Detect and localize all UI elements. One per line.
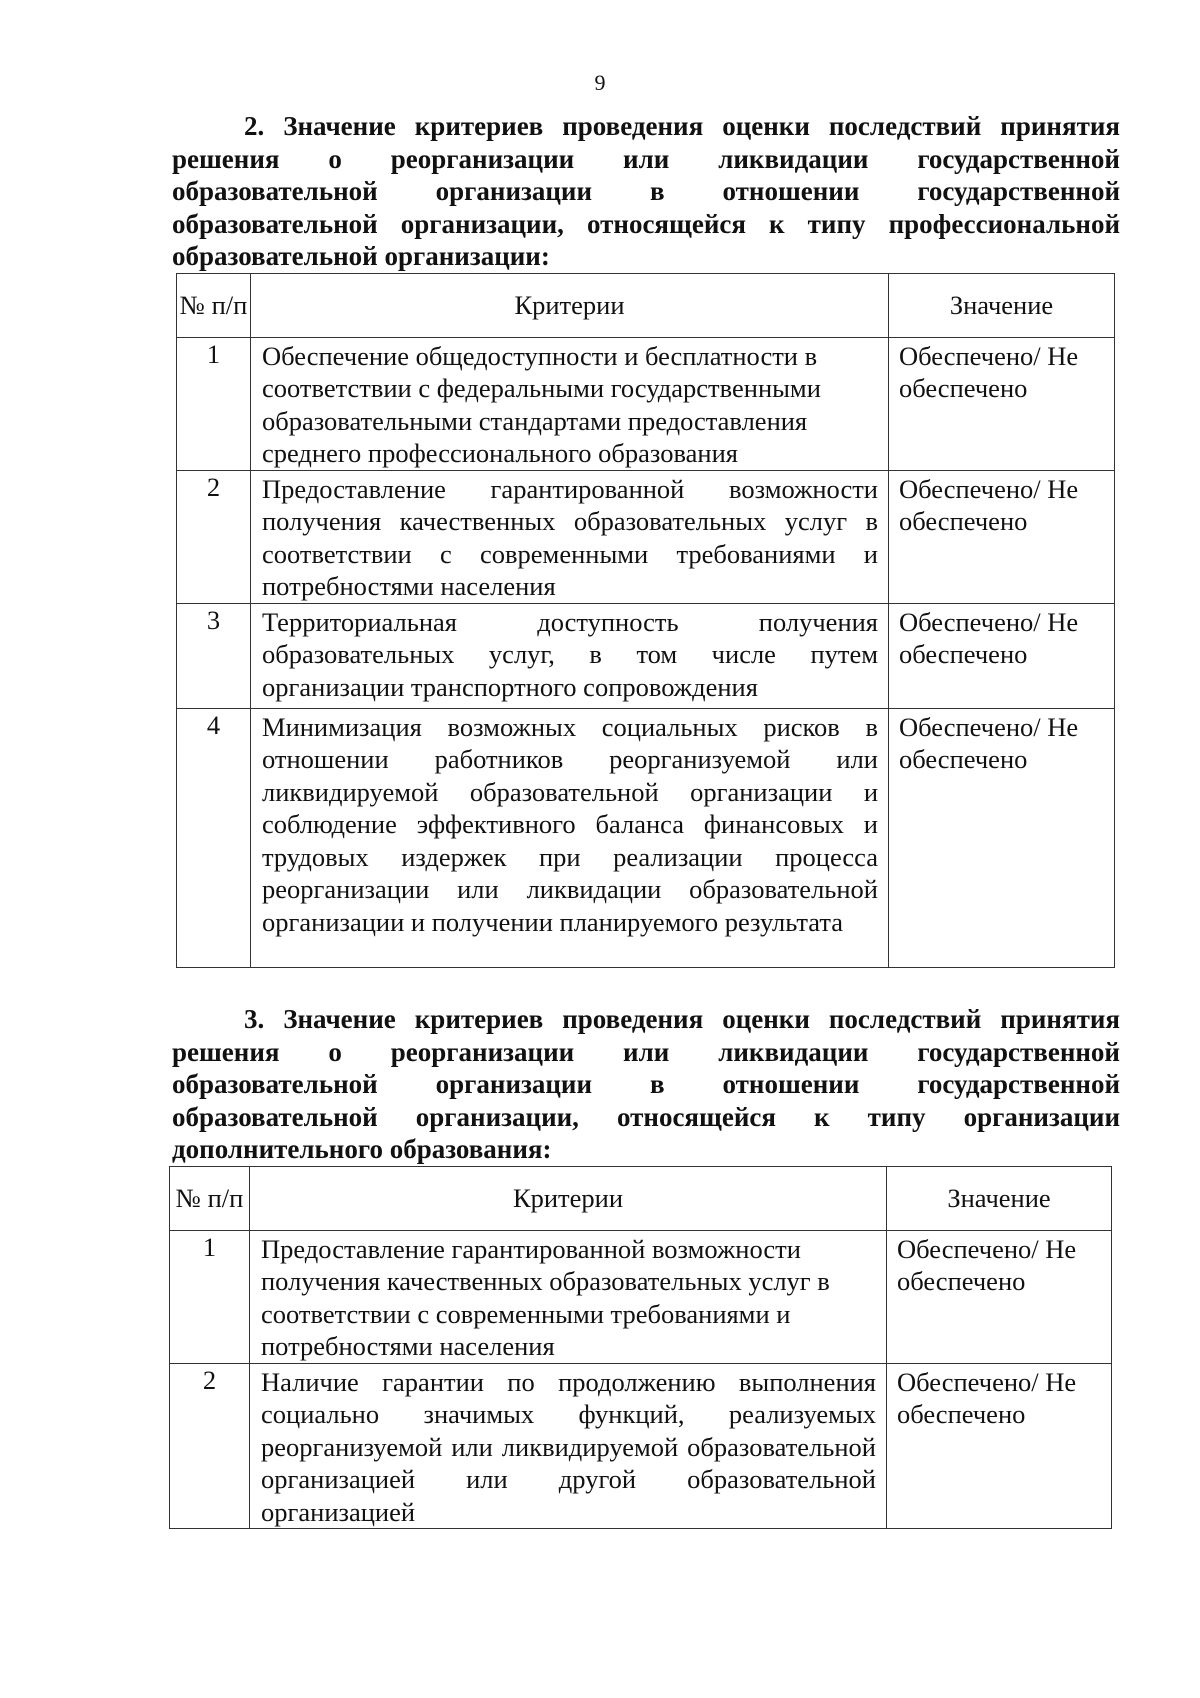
table-row <box>177 603 1115 708</box>
header-num: № п/п <box>177 273 251 337</box>
section-3 <box>172 1003 1120 1529</box>
row-value: Обеспечено/ Не обеспечено <box>889 337 1115 470</box>
row-criteria: Минимизация возможных социальных рисков в отношении работников реорганизуемой или ликвидируемой образовательной организации и соблюдение эффективного баланса финансовых и трудовых издержек при реализации процесса реорганизации или ликвидации образовательной организации и получении планируемого результата <box>251 708 889 967</box>
table-header-row <box>170 1166 1112 1230</box>
row-number: 1 <box>170 1230 250 1363</box>
row-criteria: Предоставление гарантированной возможности получения качественных образовательных услуг в соответствии с современными требованиями и потребностями населения <box>251 470 889 603</box>
table-header-row <box>177 273 1115 337</box>
row-criteria: Обеспечение общедоступности и бесплатности в соответствии с федеральными государственными образовательными стандартами предоставления среднего профессионального образования <box>251 337 889 470</box>
row-criteria: Наличие гарантии по продолжению выполнения социально значимых функций, реализуемых реорганизуемой или ликвидируемой образовательной организацией или другой образовательной организацией <box>250 1363 887 1529</box>
table-row <box>177 337 1115 470</box>
header-value: Значение <box>887 1166 1112 1230</box>
row-number: 4 <box>177 708 251 967</box>
row-value: Обеспечено/ Не обеспечено <box>887 1230 1112 1363</box>
section-2 <box>172 110 1120 968</box>
row-number: 1 <box>177 337 251 470</box>
row-value: Обеспечено/ Не обеспечено <box>887 1363 1112 1529</box>
row-value: Обеспечено/ Не обеспечено <box>889 708 1115 967</box>
row-number: 3 <box>177 603 251 708</box>
row-criteria: Предоставление гарантированной возможности получения качественных образовательных услуг в соответствии с современными требованиями и потребностями населения <box>250 1230 887 1363</box>
table-row <box>170 1230 1112 1363</box>
row-number: 2 <box>170 1363 250 1529</box>
table-row <box>177 470 1115 603</box>
row-criteria: Территориальная доступность получения образовательных услуг, в том числе путем организации транспортного сопровождения <box>251 603 889 708</box>
row-value: Обеспечено/ Не обеспечено <box>889 470 1115 603</box>
section-2-table <box>176 273 1115 968</box>
header-criteria: Критерии <box>250 1166 887 1230</box>
header-value: Значение <box>889 273 1115 337</box>
row-number: 2 <box>177 470 251 603</box>
section-3-heading: 3. Значение критериев проведения оценки последствий принятия решения о реорганизации или ликвидации государственной образовательной организации в отношении государственной образовательной организации, относящейся к типу организации дополнительного образования: <box>172 1004 1120 1164</box>
table-row <box>177 708 1115 967</box>
row-value: Обеспечено/ Не обеспечено <box>889 603 1115 708</box>
table-row <box>170 1363 1112 1529</box>
header-criteria: Критерии <box>251 273 889 337</box>
section-2-heading: 2. Значение критериев проведения оценки последствий принятия решения о реорганизации или ликвидации государственной образовательной организации в отношении государственной образовательной организации, относящейся к типу профессиональной образовательной организации: <box>172 111 1120 271</box>
page-number: 9 <box>594 70 606 95</box>
section-3-table <box>169 1166 1112 1530</box>
header-num: № п/п <box>170 1166 250 1230</box>
